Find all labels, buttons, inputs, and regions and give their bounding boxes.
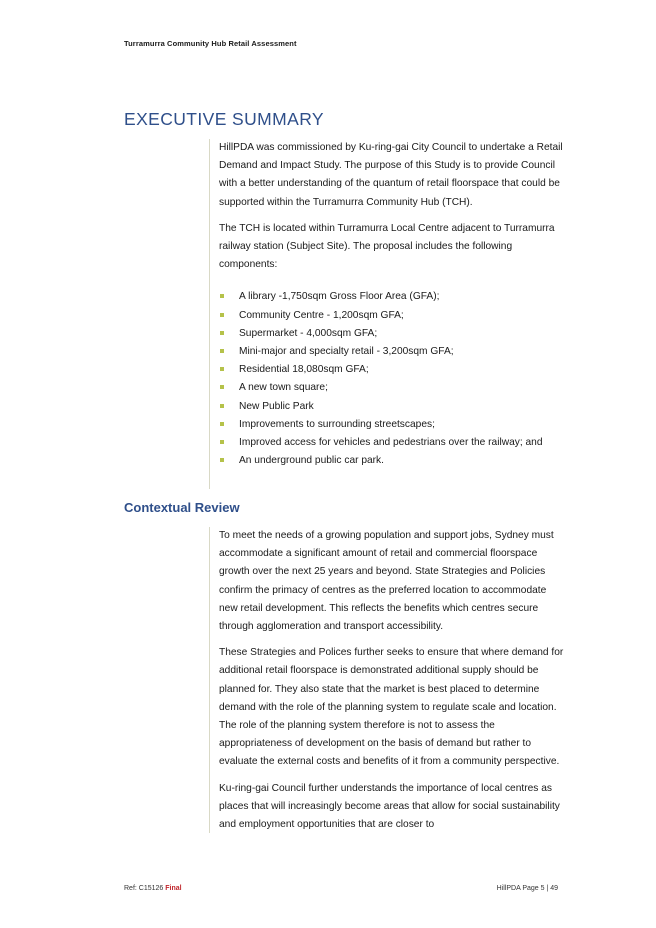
contextual-review-body: [209, 527, 567, 833]
list-item-text: A new town square;: [239, 382, 328, 394]
paragraph: Ku-ring-gai Council further understands the importance of local centres as places that will increasingly become areas that allow for social sustainability and employment opportunities that are closer to: [219, 782, 560, 831]
list-item-text: New Public Park: [239, 400, 314, 412]
list-item: [219, 452, 567, 470]
list-item: [219, 343, 567, 361]
section-title-contextual-review: Contextual Review: [124, 500, 240, 515]
list-item-text: Improved access for vehicles and pedestrians over the railway; and: [239, 437, 543, 449]
page-number: HillPDA Page 5 | 49: [496, 885, 558, 892]
square-bullet-icon: [220, 404, 224, 408]
paragraph: The TCH is located within Turramurra Local Centre adjacent to Turramurra railway station (Subject Site). The proposal includes the following components:: [219, 222, 555, 271]
list-item: [219, 398, 567, 416]
components-list: [219, 288, 567, 470]
document-status: Final: [165, 885, 182, 892]
square-bullet-icon: [220, 422, 224, 426]
square-bullet-icon: [220, 367, 224, 371]
list-item: [219, 361, 567, 379]
square-bullet-icon: [220, 458, 224, 462]
square-bullet-icon: [220, 385, 224, 389]
executive-summary-body: [209, 139, 567, 489]
paragraph: To meet the needs of a growing population and support jobs, Sydney must accommodate a significant amount of retail and commercial floorspace growth over the next 25 years and beyond. State Strategies and Policies confirm the primacy of centres as the preferred location to accommodate new retail development. This reflects the benefits which centres secure through agglomeration and transport accessibility.: [219, 530, 554, 633]
square-bullet-icon: [220, 440, 224, 444]
list-item-text: An underground public car park.: [239, 455, 384, 467]
square-bullet-icon: [220, 294, 224, 298]
list-item-text: Community Centre - 1,200sqm GFA;: [239, 309, 404, 321]
list-item: [219, 307, 567, 325]
paragraph: These Strategies and Polices further seeks to ensure that where demand for additional retail floorspace is demonstrated additional supply should be planned for. They also state that the market is best placed to determine demand with the role of the planning system to regulate scale and location. The role of the planning system therefore is not to assess the appropriateness of development on the basis of demand but rather to evaluate the external costs and benefits of it from a community perspective.: [219, 647, 564, 768]
square-bullet-icon: [220, 349, 224, 353]
square-bullet-icon: [220, 331, 224, 335]
list-item: [219, 325, 567, 343]
list-item-text: Mini-major and specialty retail - 3,200sqm GFA;: [239, 346, 454, 358]
list-item: [219, 288, 567, 306]
running-header: Turramurra Community Hub Retail Assessment: [124, 39, 297, 48]
section-title-executive-summary: EXECUTIVE SUMMARY: [124, 109, 324, 129]
list-item-text: Improvements to surrounding streetscapes;: [239, 418, 435, 430]
list-item: [219, 379, 567, 397]
square-bullet-icon: [220, 313, 224, 317]
list-item: [219, 416, 567, 434]
reference-number: Ref: C15126: [124, 885, 164, 892]
list-item-text: Residential 18,080sqm GFA;: [239, 364, 369, 376]
list-item-text: Supermarket - 4,000sqm GFA;: [239, 327, 378, 339]
list-item: [219, 434, 567, 452]
footer-reference: [124, 885, 182, 892]
list-item-text: A library -1,750sqm Gross Floor Area (GFA);: [239, 291, 440, 303]
paragraph: HillPDA was commissioned by Ku-ring-gai City Council to undertake a Retail Demand and Impact Study. The purpose of this Study is to provide Council with a better understanding of the quantum of retail floorspace that could be supported within the Turramurra Community Hub (TCH).: [219, 142, 563, 208]
